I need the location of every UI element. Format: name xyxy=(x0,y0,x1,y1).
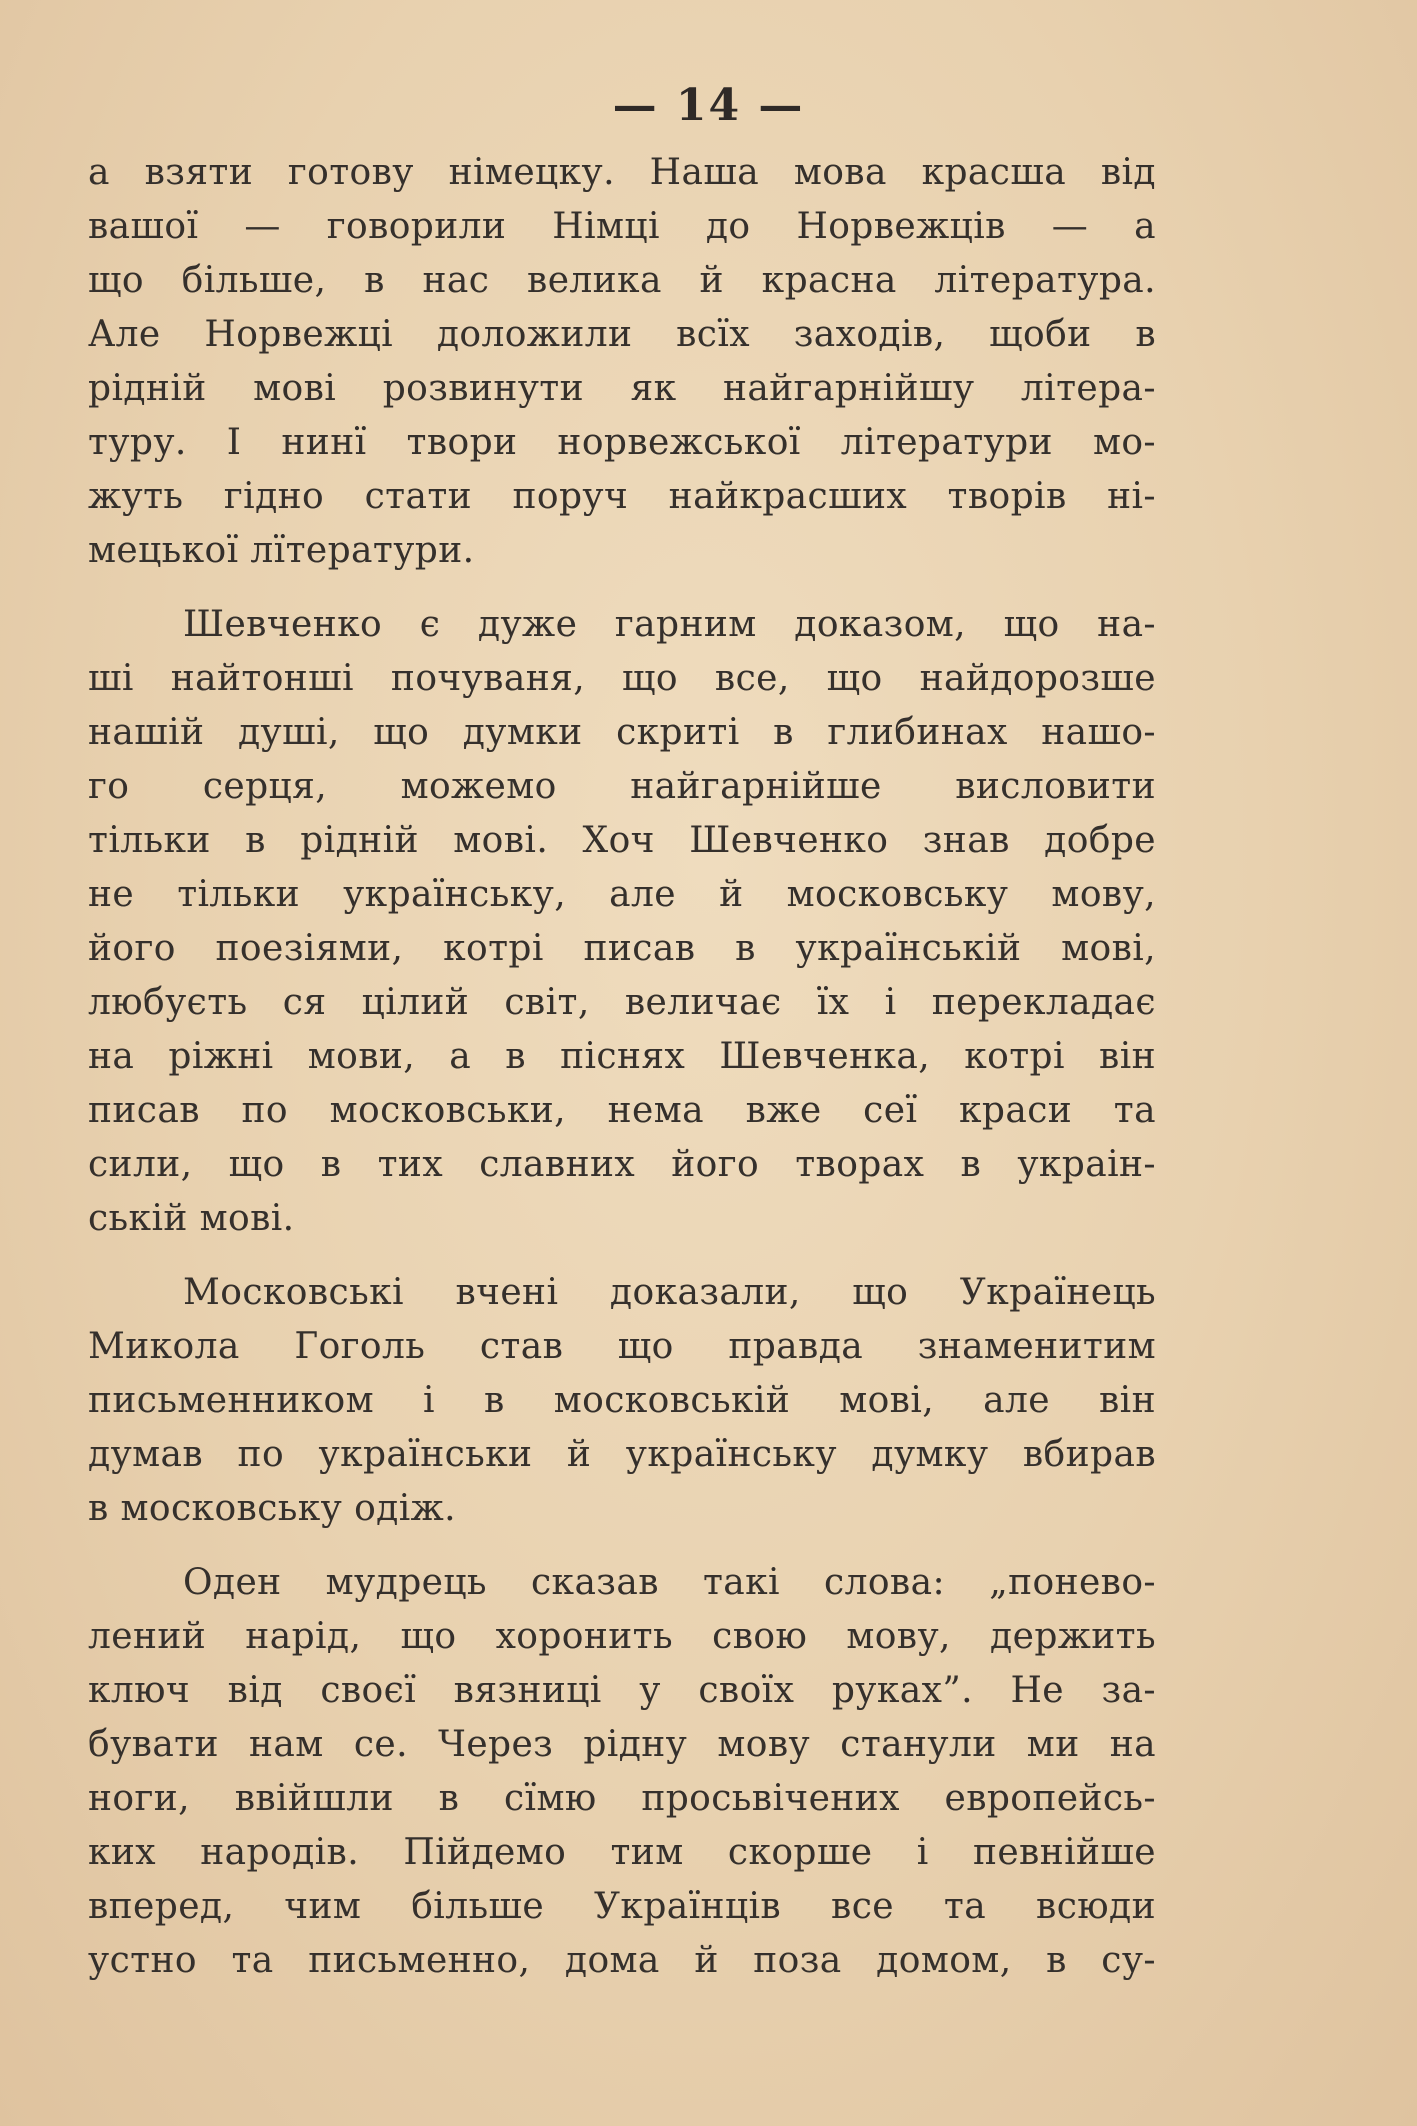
text-line: що більше, в нас велика й красна література. xyxy=(88,260,1156,301)
text-line: письменником і в московській мові, але він xyxy=(88,1380,1156,1421)
text-line: писав по московськи, нема вже сеї краси та xyxy=(88,1090,1156,1131)
page-text xyxy=(88,146,1156,1988)
text-line: на ріжні мови, а в піснях Шевченка, котрі він xyxy=(88,1036,1156,1077)
text-line: туру. І нинї твори норвежської літератури мо- xyxy=(88,422,1156,463)
text-line: ких народів. Пійдемо тим скорше і певнійше xyxy=(88,1832,1156,1873)
text-line: вашої — говорили Німці до Норвежців — а xyxy=(88,206,1156,247)
text-line: нашій душі, що думки скриті в глибинах нашо- xyxy=(88,712,1156,753)
text-line: думав по українськи й українську думку вбирав xyxy=(88,1434,1156,1475)
paragraph-gap xyxy=(88,578,1156,598)
text-line: Шевченко є дуже гарним доказом, що на- xyxy=(183,604,1156,645)
text-line: сили, що в тих славних його творах в украін- xyxy=(88,1144,1156,1185)
text-line: устно та письменно, дома й поза домом, в су- xyxy=(88,1940,1156,1981)
text-line: лений нарід, що хоронить свою мову, держить xyxy=(88,1616,1156,1657)
text-line: ключ від своєї вязниці у своїх руках”. Не за- xyxy=(88,1670,1156,1711)
text-line: любуєть ся цілий світ, величає їх і перекладає xyxy=(88,982,1156,1023)
text-line: Але Норвежці доложили всїх заходів, щоби в xyxy=(88,314,1156,355)
text-line: а взяти готову німецку. Наша мова красша від xyxy=(88,152,1156,193)
page-number: — 14 — xyxy=(612,80,805,131)
text-line: не тільки українську, але й московську мову, xyxy=(88,874,1156,915)
text-line: жуть гідно стати поруч найкрасших творів ні- xyxy=(88,476,1156,517)
paragraph-gap xyxy=(88,1536,1156,1556)
text-line: його поезіями, котрі писав в українській мові, xyxy=(88,928,1156,969)
text-line: Оден мудрець сказав такі слова: „понево- xyxy=(183,1562,1156,1603)
paragraph xyxy=(88,146,1156,578)
paragraph-gap xyxy=(88,1246,1156,1266)
text-line: ші найтонші почуваня, що все, що найдорозше xyxy=(88,658,1156,699)
text-line: мецької лїтератури. xyxy=(88,530,475,571)
text-line: в московську одіж. xyxy=(88,1488,456,1529)
text-line: бувати нам се. Через рідну мову станули ми на xyxy=(88,1724,1156,1765)
text-line: Микола Гоголь став що правда знаменитим xyxy=(88,1326,1156,1367)
text-line: тільки в рідній мові. Хоч Шевченко знав добре xyxy=(88,820,1156,861)
paragraph xyxy=(88,598,1156,1246)
text-line: ноги, ввійшли в сїмю просьвічених европейсь- xyxy=(88,1778,1156,1819)
text-line: ській мові. xyxy=(88,1198,295,1239)
text-line: Московські вчені доказали, що Українець xyxy=(183,1272,1156,1313)
paragraph xyxy=(88,1556,1156,1988)
paragraph xyxy=(88,1266,1156,1536)
text-line: вперед, чим більше Українців все та всюди xyxy=(88,1886,1156,1927)
text-line: го серця, можемо найгарнійше висловити xyxy=(88,766,1156,807)
text-line: рідній мові розвинути як найгарнійшу літера- xyxy=(88,368,1156,409)
